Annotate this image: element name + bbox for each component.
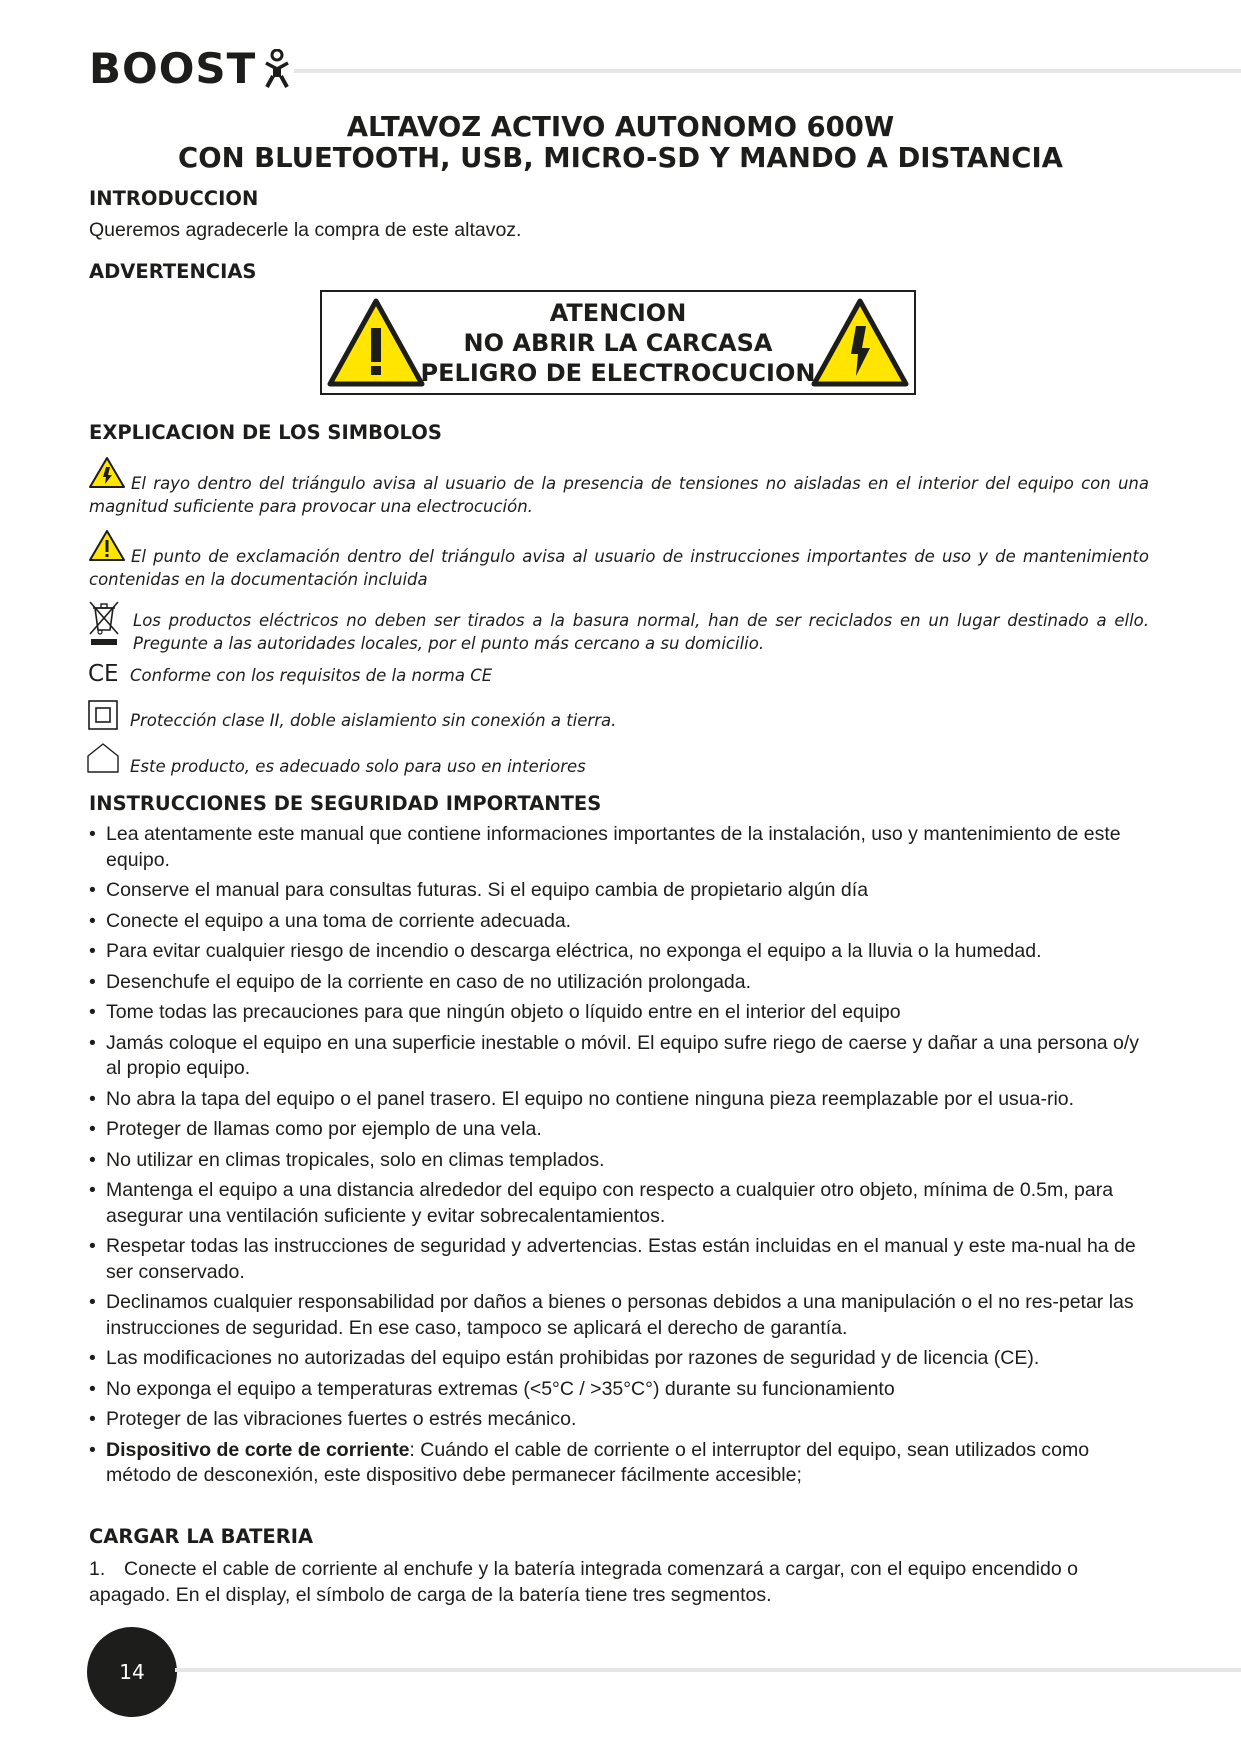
list-item: • Respetar todas las instrucciones de seguridad y advertencias. Estas están incluidas en el manual y este ma-nual ha de ser conservado.	[89, 1234, 1149, 1285]
list-item: • Declinamos cualquier responsabilidad por daños a bienes o personas debidos a una manipulación o el no res-petar las instrucciones de seguridad. En ese caso, tampoco se aplicará el derecho de garantía.	[89, 1290, 1149, 1341]
indoor-house-icon	[86, 742, 120, 774]
symbol-text-weee: Los productos eléctricos no deben ser tirados a la basura normal, han de ser reciclados en un lugar destinado a ello. Pregunte a las autoridades locales, por el punto más cercano a su domicilio.	[133, 611, 1149, 653]
warning-line-1: ATENCION	[549, 299, 687, 327]
title-line-1: ALTAVOZ ACTIVO AUTONOMO 600W	[346, 111, 895, 143]
battery-step	[89, 1557, 1149, 1608]
symbol-text-ce: Conforme con los requisitos de la norma CE	[130, 666, 493, 685]
weee-bin-icon	[88, 600, 120, 646]
class-ii-icon	[88, 700, 118, 730]
brand-logo	[89, 44, 290, 93]
power-cut-text: : Cuándo el cable de corriente o el interruptor del equipo, sean utilizados como método de desconexión, este dispositivo debe permanecer fácilmente accesible;	[106, 1438, 1090, 1486]
warning-line-2: NO ABRIR LA CARCASA	[463, 329, 773, 357]
list-item: • Para evitar cualquier riesgo de incendio o descarga eléctrica, no exponga el equipo a la lluvia o la humedad.	[89, 939, 1149, 965]
intro-text: Queremos agradecerle la compra de este altavoz.	[89, 219, 522, 241]
list-item: • Jamás coloque el equipo en una superficie inestable o móvil. El equipo sufre riego de caerse y dañar a una persona o/y al propio equipo.	[89, 1031, 1149, 1082]
list-item: • Las modificaciones no autorizadas del equipo están prohibidas por razones de seguridad y de licencia (CE).	[89, 1346, 1149, 1372]
list-item: • Proteger de llamas como por ejemplo de una vela.	[89, 1117, 1149, 1143]
list-item: • Lea atentamente este manual que contiene informaciones importantes de la instalación, uso y mantenimiento de este equipo.	[89, 822, 1149, 873]
step-text: Conecte el cable de corriente al enchufe y la batería integrada comenzará a cargar, con el equipo encendido o apagado. En el display, el símbolo de carga de la batería tiene tres segmentos.	[89, 1558, 1078, 1606]
title-line-2: CON BLUETOOTH, USB, MICRO-SD Y MANDO A DISTANCIA	[178, 142, 1063, 174]
list-item: • Conecte el equipo a una toma de corriente adecuada.	[89, 909, 1149, 935]
list-item: • No abra la tapa del equipo o el panel trasero. El equipo no contiene ninguna pieza reemplazable por el usua-rio.	[89, 1087, 1149, 1113]
symbol-text-lightning: El rayo dentro del triángulo avisa al usuario de la presencia de tensiones no aisladas en el interior del equipo con una magnitud suficiente para provocar una electrocución.	[89, 474, 1149, 516]
list-item-power-cut	[89, 1438, 1149, 1489]
ce-mark-icon: CE	[88, 661, 119, 687]
symbols-heading: EXPLICACION DE LOS SIMBOLOS	[89, 421, 442, 444]
list-item: • Conserve el manual para consultas futuras. Si el equipo cambia de propietario algún día	[89, 878, 1149, 904]
symbol-text-exclamation: El punto de exclamación dentro del triángulo avisa al usuario de instrucciones importantes de uso y de mantenimiento contenidas en la documentación incluida	[89, 547, 1149, 589]
power-cut-label: Dispositivo de corte de corriente	[106, 1438, 410, 1461]
safety-heading: INSTRUCCIONES DE SEGURIDAD IMPORTANTES	[89, 792, 602, 815]
list-item: • No exponga el equipo a temperaturas extremas (<5°C / >35°C°) durante su funcionamiento	[89, 1377, 1149, 1403]
warning-line-3: PELIGRO DE ELECTROCUCION	[420, 359, 816, 387]
header-rule	[294, 69, 1241, 73]
page-number: 14	[87, 1627, 177, 1717]
logo-wordmark: BOOST	[89, 44, 257, 93]
warnings-heading: ADVERTENCIAS	[89, 260, 257, 283]
list-item: • Tome todas las precauciones para que ningún objeto o líquido entre en el interior del equipo	[89, 1000, 1149, 1026]
lightning-warning-icon	[810, 296, 910, 391]
logo-figure-icon	[264, 49, 290, 89]
list-item: • Desenchufe el equipo de la corriente en caso de no utilización prolongada.	[89, 970, 1149, 996]
symbol-text-indoor: Este producto, es adecuado solo para uso en interiores	[130, 757, 586, 776]
step-number: 1.	[89, 1558, 106, 1580]
symbol-text-class-ii: Protección clase II, doble aislamiento sin conexión a tierra.	[130, 711, 617, 730]
warning-box	[320, 290, 916, 395]
footer-rule	[175, 1668, 1241, 1672]
battery-heading: CARGAR LA BATERIA	[89, 1525, 314, 1548]
list-item: • Mantenga el equipo a una distancia alrededor del equipo con respecto a cualquier otro objeto, mínima de 0.5m, para asegurar una ventilación suficiente y evitar sobrecalentamientos.	[89, 1178, 1149, 1229]
list-item: • No utilizar en climas tropicales, solo en climas templados.	[89, 1148, 1149, 1174]
page-title	[0, 112, 1241, 174]
safety-list	[89, 822, 1149, 1494]
list-item: • Proteger de las vibraciones fuertes o estrés mecánico.	[89, 1407, 1149, 1433]
intro-heading: INTRODUCCION	[89, 187, 259, 210]
